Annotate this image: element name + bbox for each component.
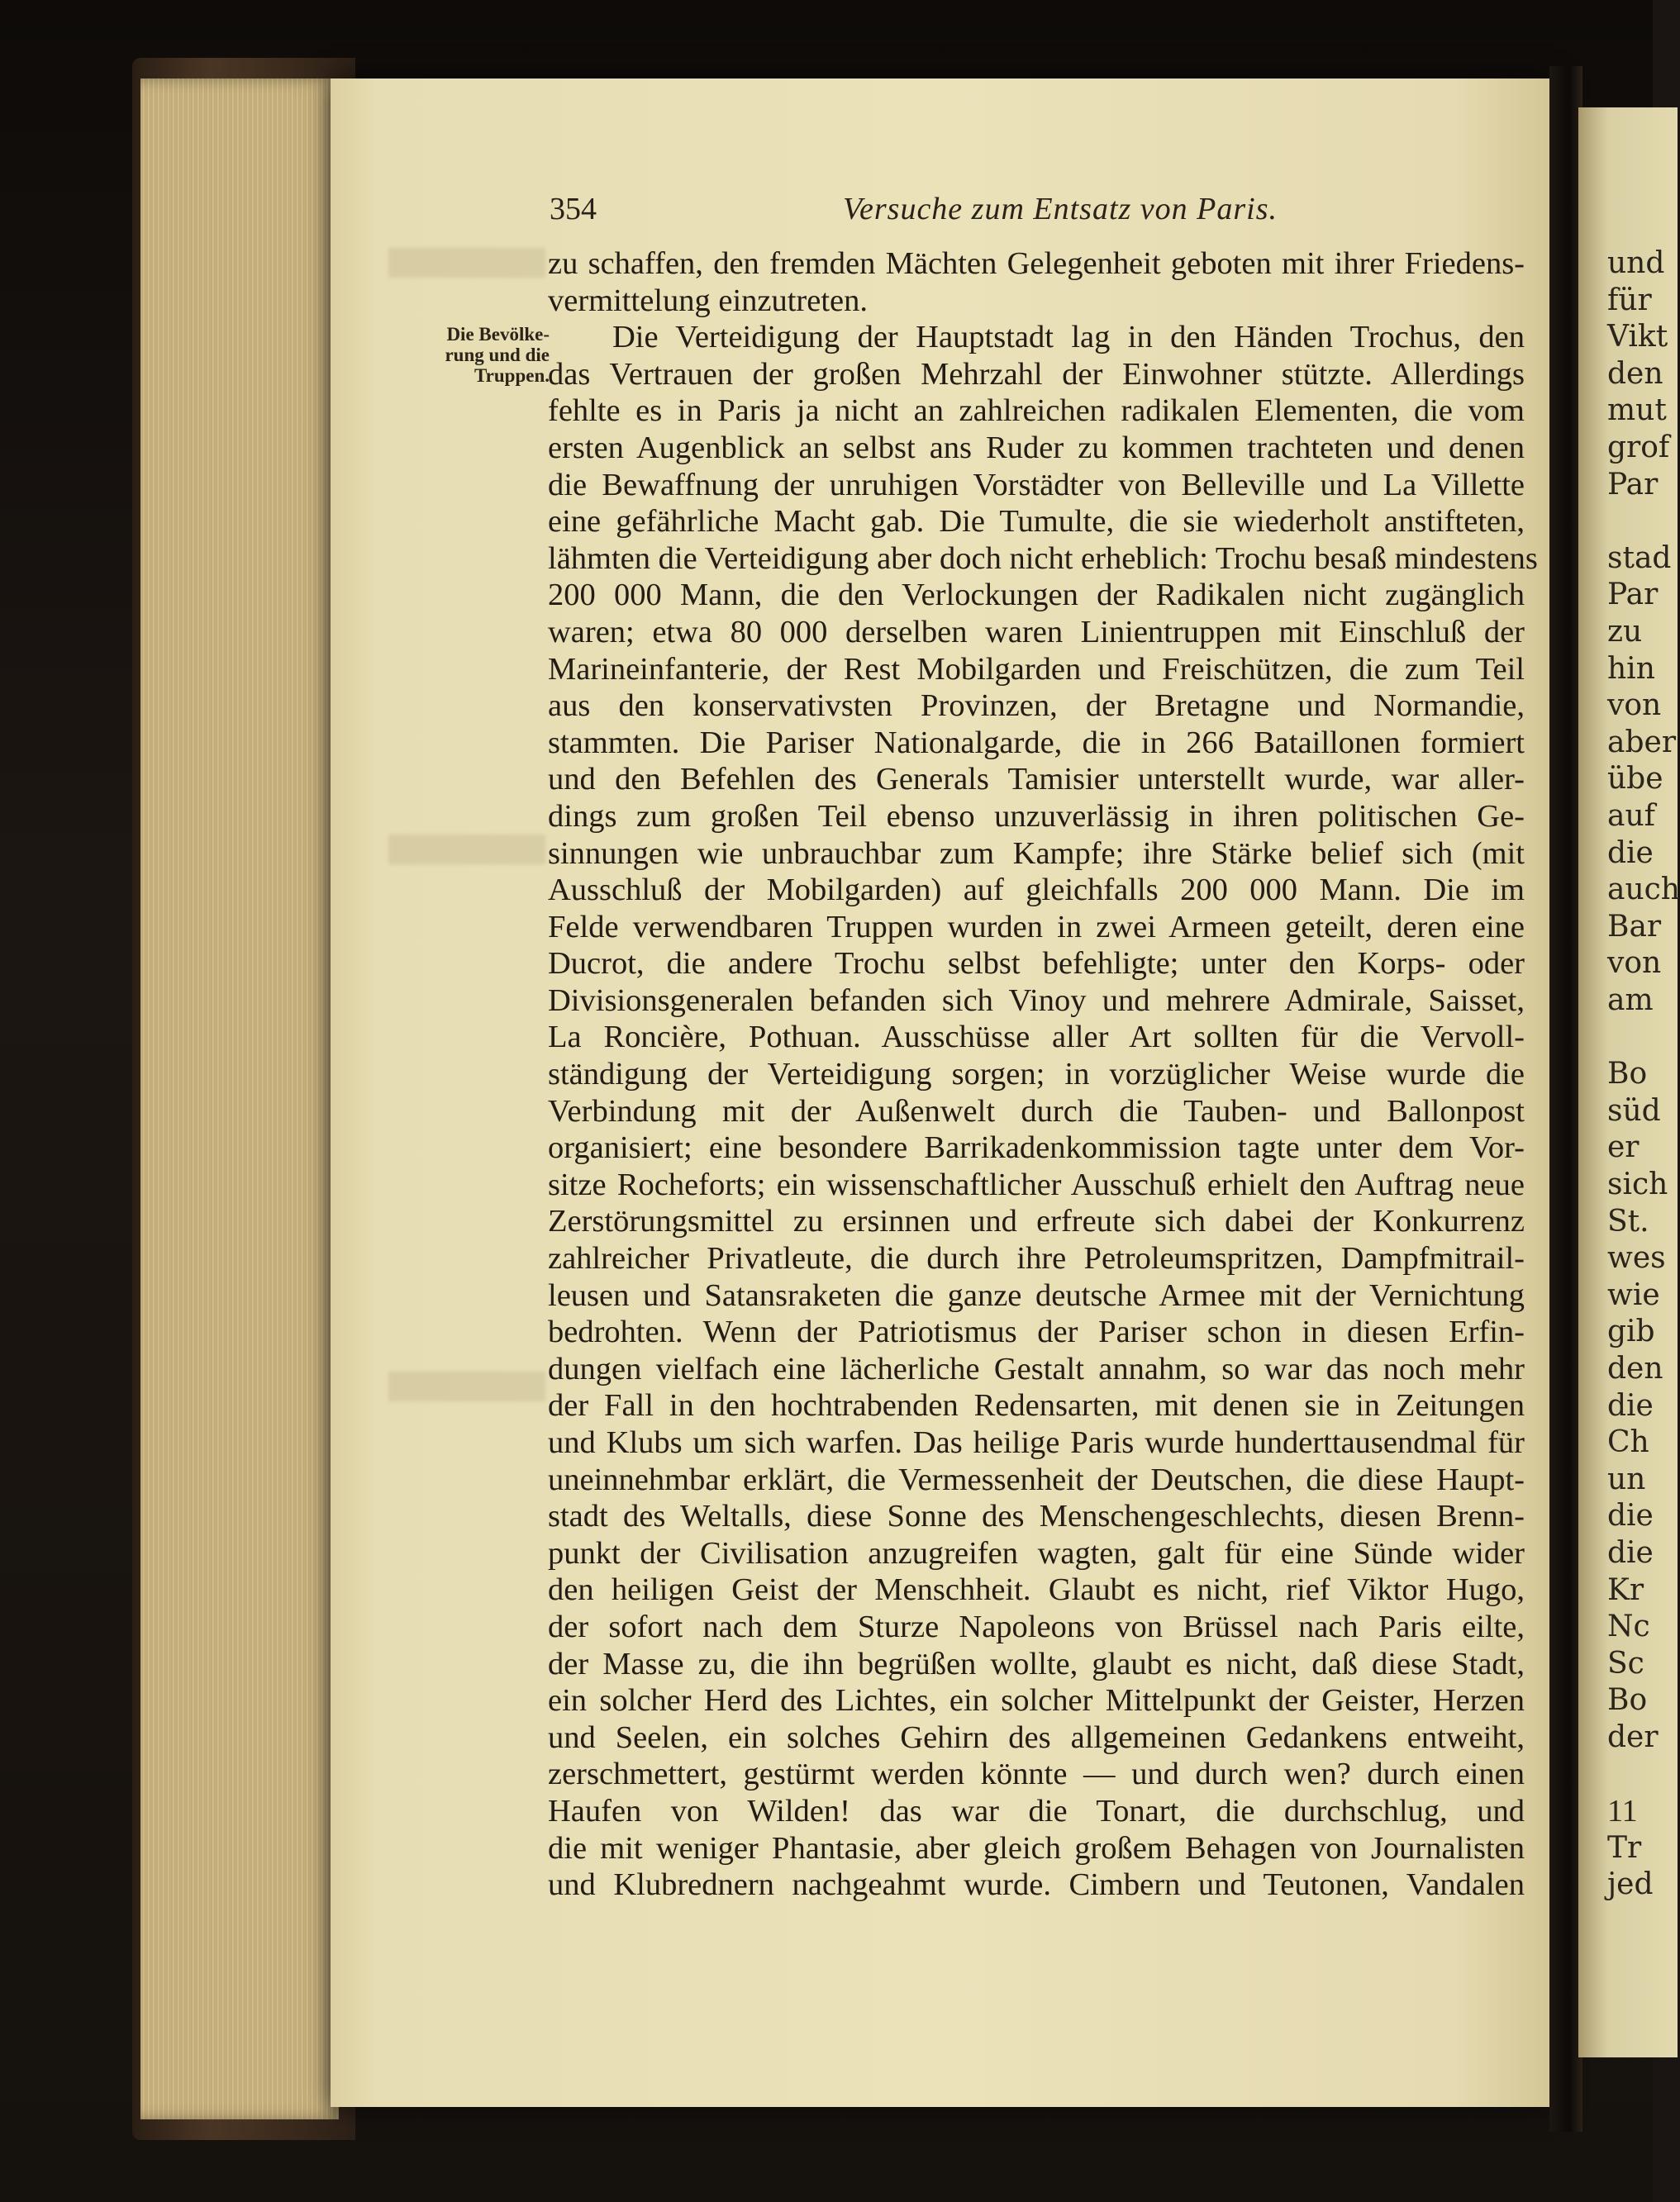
facing-page-fragment: die bbox=[1607, 1536, 1654, 1570]
facing-page-fragment: von bbox=[1607, 946, 1662, 981]
text-line: stadt des Weltalls, diese Sonne des Menschengeschlechts, diesen Brenn- bbox=[548, 1499, 1525, 1534]
text-line: lähmten die Verteidigung aber doch nicht erheblich: Trochu besaß mindestens bbox=[548, 540, 1538, 576]
facing-page-fragment: von bbox=[1607, 688, 1662, 723]
facing-page-fragment: süd bbox=[1607, 1093, 1661, 1128]
text-line: stammten. Die Pariser Nationalgarde, die in 266 Bataillonen formiert bbox=[548, 725, 1525, 760]
facing-page-fragment: am bbox=[1607, 983, 1654, 1017]
facing-page-fragment: wes bbox=[1607, 1241, 1666, 1276]
text-line: ersten Augenblick an selbst ans Ruder zu kommen trachteten und denen bbox=[548, 430, 1525, 465]
facing-page-fragment: die bbox=[1607, 1499, 1654, 1534]
facing-page-fragment: Nc bbox=[1607, 1610, 1650, 1644]
text-line: sitze Rocheforts; ein wissenschaftlicher Ausschuß erhielt den Auftrag neue bbox=[548, 1167, 1525, 1202]
text-line: und Klubrednern nachgeahmt wurde. Cimbern und Teutonen, Vandalen bbox=[548, 1867, 1525, 1903]
text-line: leusen und Satansraketen die ganze deutsche Armee mit der Vernichtung bbox=[548, 1277, 1525, 1313]
text-line: eine gefährliche Macht gab. Die Tumulte, die sie wiederholt anstifteten, bbox=[548, 504, 1525, 540]
text-line: dungen vielfach eine lächerliche Gestalt annahm, so war das noch mehr bbox=[548, 1351, 1525, 1386]
text-line: waren; etwa 80 000 derselben waren Linientruppen mit Einschluß der bbox=[548, 614, 1525, 649]
margin-note-line: Truppen. bbox=[474, 365, 550, 386]
facing-page-fragment: Bo bbox=[1607, 1683, 1648, 1718]
text-line: Felde verwendbaren Truppen wurden in zwei Armeen geteilt, deren eine bbox=[548, 909, 1525, 944]
facing-page-fragment: er bbox=[1607, 1130, 1640, 1165]
facing-page-fragment: den bbox=[1607, 356, 1663, 391]
facing-page-fragment: St. bbox=[1607, 1204, 1649, 1239]
facing-page-fragment: 11 bbox=[1607, 1794, 1638, 1829]
text-line: Marineinfanterie, der Rest Mobilgarden und Freischützen, die zum Teil bbox=[548, 651, 1525, 687]
facing-page-fragment: und bbox=[1607, 246, 1665, 280]
facing-page-fragment: den bbox=[1607, 1352, 1663, 1386]
page-header bbox=[550, 188, 1525, 238]
text-line: bedrohten. Wenn der Patriotismus der Pariser schon in diesen Erfin- bbox=[548, 1315, 1525, 1350]
text-line: Zerstörungsmittel zu ersinnen und erfreute sich dabei der Konkurrenz bbox=[548, 1204, 1525, 1239]
text-line: Die Verteidigung der Hauptstadt lag in den Händen Trochus, den bbox=[612, 320, 1525, 355]
text-line: Divisionsgeneralen befanden sich Vinoy und mehrere Admirale, Saisset, bbox=[548, 982, 1525, 1018]
facing-page-fragment: aber bbox=[1607, 725, 1677, 759]
text-line: der sofort nach dem Sturze Napoleons von Brüssel nach Paris eilte, bbox=[548, 1609, 1525, 1644]
facing-page-fragment: Bar bbox=[1607, 909, 1662, 944]
text-line: vermittelung einzutreten. bbox=[548, 283, 868, 318]
body-text bbox=[548, 245, 1538, 1904]
facing-page-fragment: die bbox=[1607, 1388, 1654, 1423]
text-line: ein solcher Herd des Lichtes, ein solcher Mittelpunkt der Geister, Herzen bbox=[548, 1683, 1525, 1719]
facing-page-fragment: hin bbox=[1607, 651, 1655, 686]
text-line: aus den konservativsten Provinzen, der Bretagne und Normandie, bbox=[548, 688, 1525, 724]
facing-page-fragment: zu bbox=[1607, 615, 1643, 649]
facing-page-fragment: der bbox=[1607, 1720, 1659, 1754]
text-line: und Klubs um sich warfen. Das heilige Paris wurde hunderttausendmal für bbox=[548, 1425, 1525, 1460]
text-line: La Roncière, Pothuan. Ausschüsse aller Art sollten für die Vervoll- bbox=[548, 1020, 1525, 1055]
text-line: Ducrot, die andere Trochu selbst befehligte; unter den Korps- oder bbox=[548, 946, 1525, 982]
facing-page-fragment: übe bbox=[1607, 762, 1663, 797]
facing-page-fragment: Vikt bbox=[1607, 320, 1668, 354]
facing-page-fragment: auf bbox=[1607, 799, 1655, 833]
text-line: die Bewaffnung der unruhigen Vorstädter von Belleville und La Villette bbox=[548, 467, 1525, 502]
text-line: und Seelen, ein solches Gehirn des allgemeinen Gedankens entweiht, bbox=[548, 1719, 1525, 1755]
facing-page-fragment: sich bbox=[1607, 1168, 1668, 1201]
text-line: Ausschluß der Mobilgarden) auf gleichfalls 200 000 Mann. Die im bbox=[548, 873, 1525, 908]
text-line: das Vertrauen der großen Mehrzahl der Einwohner stützte. Allerdings bbox=[548, 356, 1525, 392]
text-line: ständigung der Verteidigung sorgen; in vorzüglicher Weise wurde die bbox=[548, 1057, 1525, 1092]
text-line: Verbindung mit der Außenwelt durch die Tauben- und Ballonpost bbox=[548, 1093, 1525, 1129]
facing-page-fragment: un bbox=[1607, 1462, 1646, 1496]
margin-note-line: Die Bevölke- bbox=[446, 324, 550, 345]
facing-page-fragment: mut bbox=[1607, 393, 1667, 428]
facing-page-fragment: Tr bbox=[1607, 1830, 1642, 1865]
text-line: und den Befehlen des Generals Tamisier unterstellt wurde, war aller- bbox=[548, 762, 1525, 797]
page-number: 354 bbox=[550, 192, 597, 226]
text-line: dings zum großen Teil ebenso unzuverlässig in ihren politischen Ge- bbox=[548, 798, 1525, 834]
text-line: der Masse zu, die ihn begrüßen wollte, glaubt es nicht, daß diese Stadt, bbox=[548, 1646, 1525, 1681]
text-line: zu schaffen, den fremden Mächten Gelegenheit geboten mit ihrer Friedens- bbox=[548, 246, 1525, 281]
running-title: Versuche zum Entsatz von Paris. bbox=[843, 192, 1278, 226]
facing-page-fragment: Ch bbox=[1607, 1425, 1649, 1460]
facing-page-fragment: jed bbox=[1607, 1867, 1654, 1902]
facing-page-fragment: für bbox=[1607, 283, 1652, 317]
facing-page-fragment: Par bbox=[1607, 578, 1659, 612]
text-line: Haufen von Wilden! das war die Tonart, die durchschlug, und bbox=[548, 1793, 1525, 1829]
text-line: die mit weniger Phantasie, aber gleich großem Behagen von Journalisten bbox=[548, 1830, 1525, 1866]
facing-page-fragment: Kr bbox=[1607, 1572, 1644, 1607]
text-line: den heiligen Geist der Menschheit. Glaubt es nicht, rief Viktor Hugo, bbox=[548, 1572, 1525, 1608]
facing-page-fragment: grof bbox=[1607, 430, 1670, 464]
facing-page-fragment: stad bbox=[1607, 540, 1672, 575]
text-line: 200 000 Mann, die den Verlockungen der Radikalen nicht zugänglich bbox=[548, 578, 1525, 613]
text-line: fehlte es in Paris ja nicht an zahlreichen radikalen Elementen, die vom bbox=[548, 393, 1525, 429]
bleed-through-mark bbox=[388, 1372, 545, 1401]
text-line: sinnungen wie unbrauchbar zum Kampfe; ihre Stärke belief sich (mit bbox=[548, 835, 1525, 871]
margin-note-line: rung und die bbox=[445, 345, 550, 365]
text-line: uneinnehmbar erklärt, die Vermessenheit der Deutschen, die diese Haupt- bbox=[548, 1462, 1525, 1497]
book-gutter bbox=[1549, 66, 1582, 2132]
text-line: zahlreicher Privatleute, die durch ihre Petroleumspritzen, Dampfmitrail- bbox=[548, 1241, 1525, 1277]
text-line: organisiert; eine besondere Barrikadenkommission tagte unter dem Vor- bbox=[548, 1130, 1525, 1166]
text-line: zerschmettert, gestürmt werden könnte — und durch wen? durch einen bbox=[548, 1757, 1525, 1792]
bleed-through-mark bbox=[388, 835, 545, 864]
facing-page-fragment: Par bbox=[1607, 467, 1659, 502]
facing-page-fragment: die bbox=[1607, 835, 1654, 870]
page-edges bbox=[140, 78, 339, 2119]
facing-page-fragment: Bo bbox=[1607, 1057, 1648, 1091]
bleed-through-mark bbox=[388, 248, 545, 278]
text-line: der Fall in den hochtrabenden Redensarten, mit denen sie in Zeitungen bbox=[548, 1388, 1525, 1424]
text-line: punkt der Civilisation anzugreifen wagten, galt für eine Sünde wider bbox=[548, 1535, 1525, 1571]
facing-page-fragment: wie bbox=[1607, 1277, 1660, 1312]
margin-note bbox=[388, 324, 550, 386]
facing-page-fragment: gib bbox=[1607, 1315, 1655, 1349]
facing-page-fragment: auch bbox=[1607, 873, 1680, 907]
facing-page-fragment: Sc bbox=[1607, 1646, 1644, 1681]
